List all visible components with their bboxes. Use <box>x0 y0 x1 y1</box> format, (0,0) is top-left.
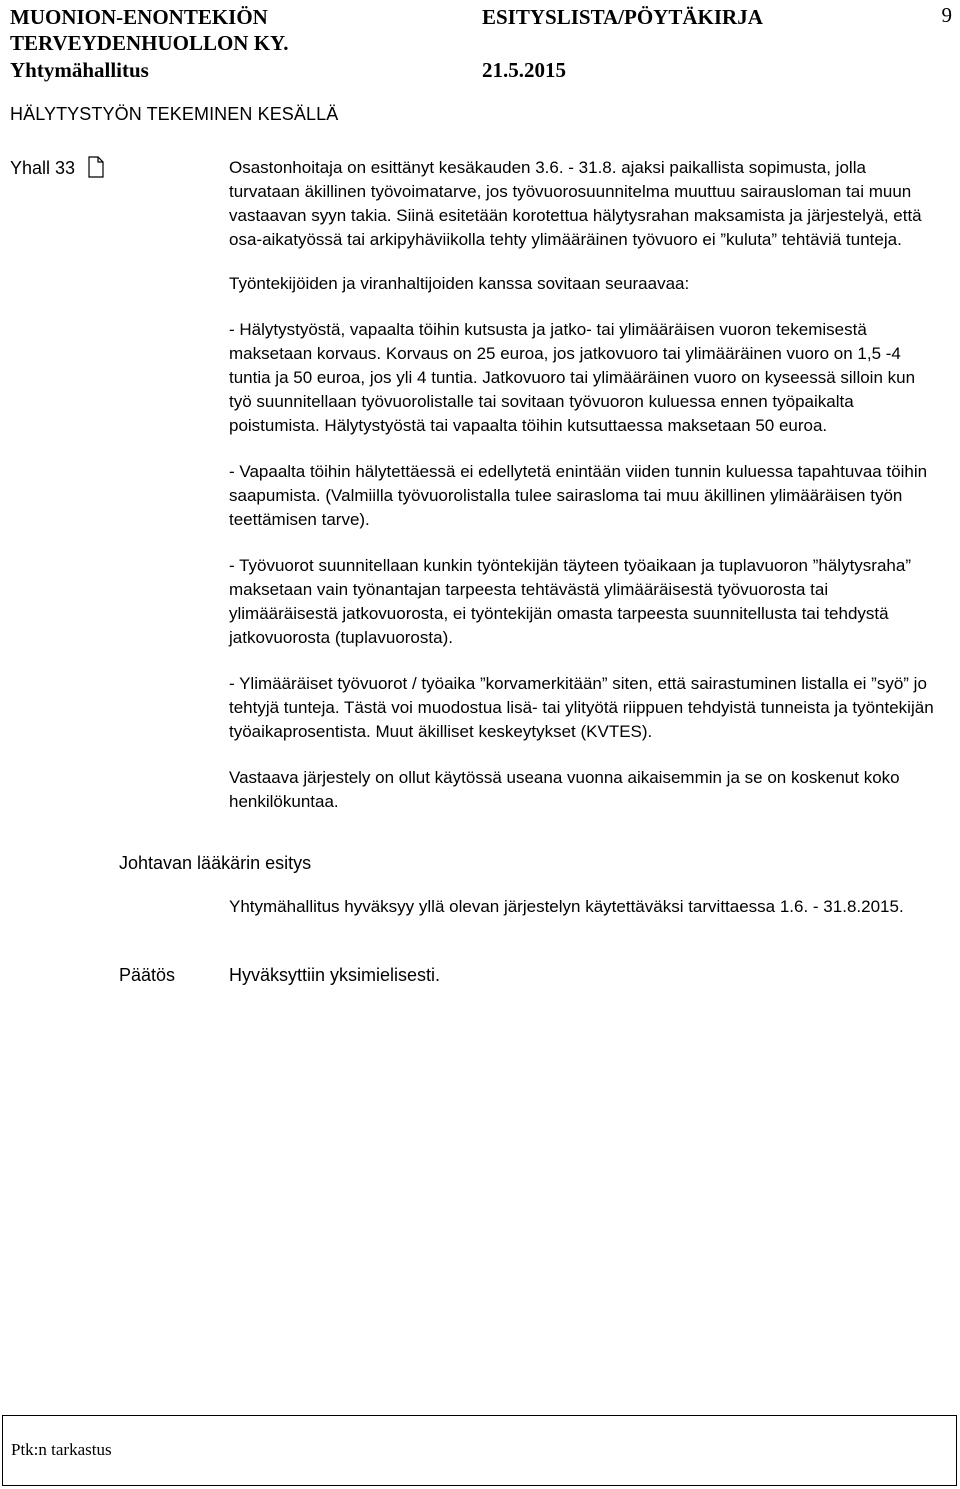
paragraph-history: Vastaava järjestely on ollut käytössä useana vuonna aikaisemmin ja se on koskenut koko henkilökuntaa. <box>229 768 900 811</box>
section-title: HÄLYTYSTYÖN TEKEMINEN KESÄLLÄ <box>10 104 339 124</box>
page-number: 9 <box>941 3 952 27</box>
paragraph-compensation: - Hälytystyöstä, vapaalta töihin kutsusta ja jatko- tai ylimääräisen vuoron tekemisestä maksetaan korvaus. Korvaus on 25 euroa, jos jatkovuoro tai ylimääräinen vuoro on 1,5 -4 tuntia ja 50 euroa, jos yli 4 tuntia. Jatkovuoro tai ylimääräinen vuoro on kyseessä silloin kun työ suunnitellaan työvuorolistalle tai sovitaan työvuoron kuluessa ennen työpaikalta poistumista. Hälytystyöstä tai vapaalta töihin kutsuttaessa maksetaan 50 euroa. <box>229 320 916 435</box>
paragraph-call-in: - Vapaalta töihin hälytettäessä ei edellytetä enintään viiden tunnin kuluessa tapahtuvaa töihin saapumista. (Valmiilla työvuorolistalla tulee sairasloma tai muu äkillinen ylimääräisen työn teettämisen tarve). <box>229 462 928 529</box>
item-label: Yhall 33 <box>10 158 76 178</box>
paragraph-extra-shifts: - Ylimääräiset työvuorot / työaika ”korvamerkitään” siten, että sairastuminen listalla ei ”syö” jo tehtyjä tunteja. Tästä voi muodostua lisä- tai ylityötä riippuen tehdyistä tunneista ja työntekijän työaikaprosentista. Muut äkilliset keskeytykset (KVTES). <box>229 674 934 741</box>
proposal-label: Johtavan lääkärin esitys <box>119 853 312 873</box>
paragraph-shift-planning: - Työvuorot suunnitellaan kunkin työntekijän täyteen työaikaan ja tuplavuoron ”hälytysraha” maksetaan vain työnantajan tarpeesta tehtävästä ylimääräisestä työvuorosta tai ylimääräisestä jatkovuorosta, ei työntekijän omasta tarpeesta suunnitellusta tai tehdystä jatkovuorosta (tuplavuorosta). <box>229 556 911 647</box>
decision-label: Päätös <box>119 965 176 985</box>
paragraph-agreement-intro: Työntekijöiden ja viranhaltijoiden kanssa sovitaan seuraavaa: <box>229 274 690 293</box>
proposal-text: Yhtymähallitus hyväksyy yllä olevan järjestelyn käytettäväksi tarvittaessa 1.6. - 31.8.2015. <box>229 897 904 916</box>
item-body <box>229 156 941 814</box>
item-label-row <box>10 156 106 184</box>
org-name-line1: MUONION-ENONTEKIÖN <box>10 5 268 29</box>
minutes-review-label: Ptk:n tarkastus <box>11 1440 112 1459</box>
org-name-line2: TERVEYDENHUOLLON KY. <box>10 31 289 55</box>
decision-text: Hyväksyttiin yksimielisesti. <box>229 965 441 985</box>
minutes-review-box <box>2 1415 957 1486</box>
document-type: ESITYSLISTA/PÖYTÄKIRJA <box>482 5 763 29</box>
paragraph-background: Osastonhoitaja on esittänyt kesäkauden 3.6. - 31.8. ajaksi paikallista sopimusta, jolla turvataan äkillinen työvoimatarve, jos työvuorosuunnitelma muuttuu sairausloman tai muun vastaavan syyn takia. Siinä esitetään korotettua hälytysrahan maksamista ja järjestelyä, että osa-aikatyössä tai arkipyhäviikolla tehty ylimääräinen työvuoro ei ”kuluta” tehtäviä tunteja. <box>229 158 922 249</box>
meeting-date: 21.5.2015 <box>482 58 566 82</box>
meeting-body: Yhtymähallitus <box>10 58 149 82</box>
document-icon <box>86 156 106 184</box>
